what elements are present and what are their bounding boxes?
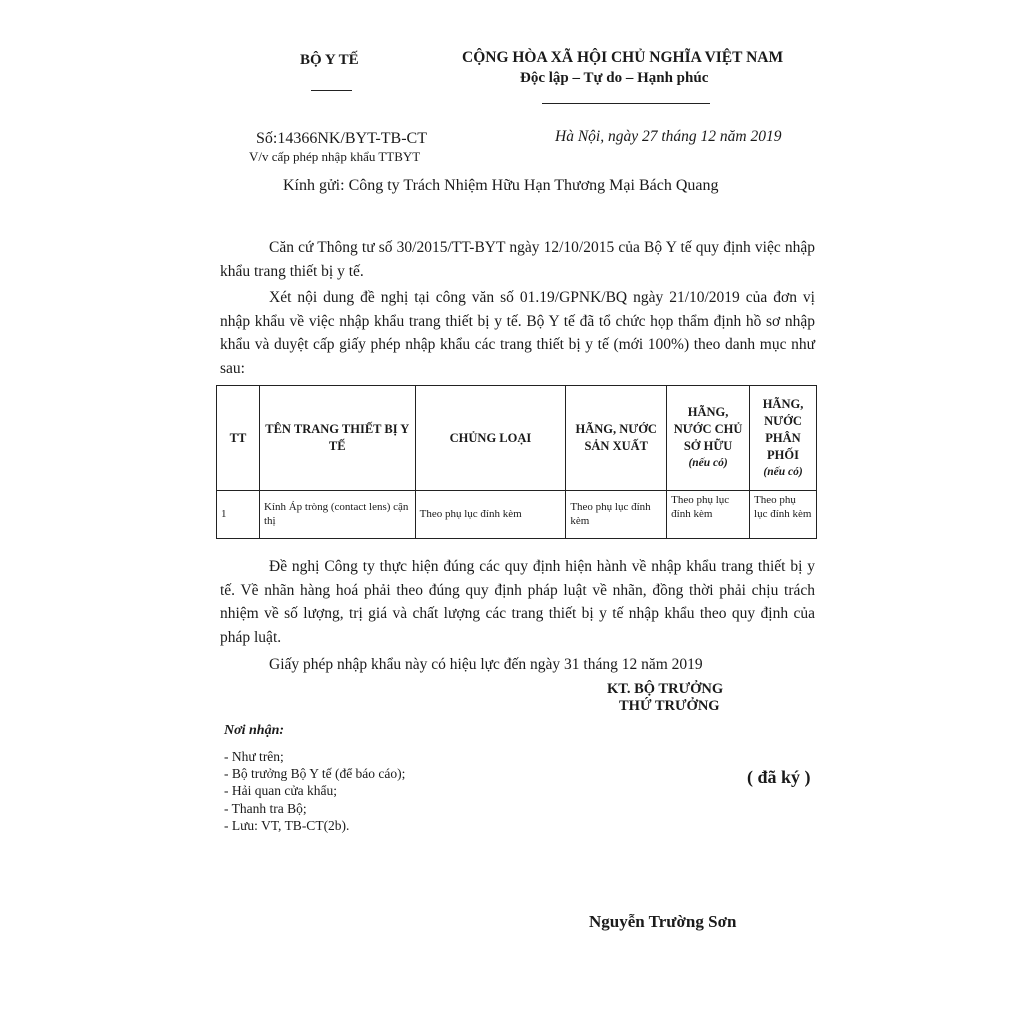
place-date: Hà Nội, ngày 27 tháng 12 năm 2019 [555, 128, 782, 145]
list-item: - Thanh tra Bộ; [224, 800, 307, 816]
nation-title: CỘNG HÒA XÃ HỘI CHỦ NGHĨA VIỆT NAM [462, 49, 784, 66]
list-item: - Lưu: VT, TB-CT(2b). [224, 817, 350, 833]
header-distributor-note: (nếu có) [763, 465, 803, 478]
cell-device-name: Kính Áp tròng (contact lens) cận thị [259, 491, 415, 539]
recipients-heading: Nơi nhận: [224, 723, 285, 738]
signer-title-1: KT. BỘ TRƯỞNG [607, 681, 724, 697]
signed-note: ( đã ký ) [747, 767, 811, 787]
addressee: Kính gửi: Công ty Trách Nhiệm Hữu Hạn Thương Mại Bách Quang [283, 177, 719, 194]
closing-paragraphs [220, 555, 815, 680]
header-type: CHỦNG LOẠI [415, 386, 566, 491]
header-device-name: TÊN TRANG THIẾT BỊ Y TẾ [259, 386, 415, 491]
list-item: - Như trên; [224, 749, 284, 764]
document-number: Số:14366NK/BYT-TB-CT [256, 130, 427, 147]
cell-tt: 1 [217, 491, 260, 539]
request-compliance-paragraph: Đề nghị Công ty thực hiện đúng các quy định hiện hành về nhập khẩu trang thiết bị y tế. Về nhãn hàng hoá phải theo đúng quy định pháp luật về nhãn, đồng thời phải chịu trách nhiệm về số lượng, trị giá và chất lượng các trang thiết bị y tế nhập khẩu theo quy định của pháp luật. [220, 558, 815, 646]
list-item: - Hải quan cửa khẩu; [224, 783, 338, 799]
signer-title-2: THỨ TRƯỞNG [619, 698, 720, 714]
validity-paragraph: Giấy phép nhập khẩu này có hiệu lực đến ngày 31 tháng 12 năm 2019 [269, 656, 703, 673]
cell-manufacturer: Theo phụ lục đính kèm [566, 491, 667, 539]
header-owner [667, 386, 750, 491]
header-tt: TT [217, 386, 260, 491]
cell-owner: Theo phụ lục đính kèm [667, 491, 750, 539]
cell-type: Theo phụ lục đính kèm [415, 491, 566, 539]
motto-underline [542, 103, 710, 104]
agency-underline [311, 90, 352, 91]
agency-name: BỘ Y TẾ [300, 52, 359, 68]
legal-basis-paragraph: Căn cứ Thông tư số 30/2015/TT-BYT ngày 12/10/2015 của Bộ Y tế quy định việc nhập khẩu trang thiết bị y tế. [220, 239, 815, 280]
header-owner-note: (nếu có) [688, 457, 728, 469]
signer-name: Nguyễn Trường Sơn [589, 912, 737, 931]
header-distributor-label: HÃNG, NƯỚC PHÂN PHỐI [762, 396, 804, 462]
list-item: - Bộ trưởng Bộ Y tế (để báo cáo); [224, 766, 406, 782]
table-row [217, 491, 817, 539]
cell-distributor: Theo phụ lục đính kèm [750, 491, 817, 539]
header-distributor [750, 386, 817, 491]
recipients-list [224, 748, 405, 834]
header-owner-label: HÃNG, NƯỚC CHỦ SỞ HỮU [673, 405, 743, 453]
motto: Độc lập – Tự do – Hạnh phúc [520, 70, 709, 86]
header-manufacturer: HÃNG, NƯỚC SẢN XUẤT [566, 386, 667, 491]
request-paragraph: Xét nội dung đề nghị tại công văn số 01.19/GPNK/BQ ngày 21/10/2019 của đơn vị nhập khẩu về việc nhập khẩu trang thiết bị y tế. Bộ Y tế đã tổ chức họp thẩm định hồ sơ nhập khẩu và duyệt cấp giấy phép nhập khẩu các trang thiết bị y tế (mới 100%) theo danh mục như sau: [220, 289, 815, 377]
equipment-table [216, 385, 817, 539]
intro-paragraphs [220, 236, 815, 383]
document-subject: V/v cấp phép nhập khẩu TTBYT [249, 149, 421, 164]
